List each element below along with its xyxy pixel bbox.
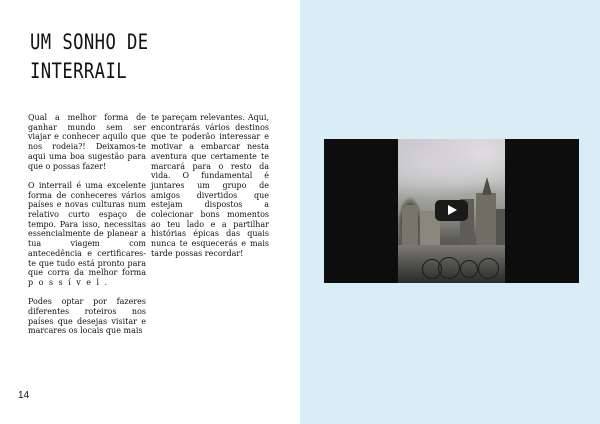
bicycle-wheel bbox=[438, 257, 460, 279]
bicycle-wheel bbox=[478, 258, 499, 279]
bicycle-wheel bbox=[460, 260, 478, 278]
title-line-1: UM SONHO DE bbox=[30, 30, 149, 54]
paragraph-interrail-end: possível. bbox=[28, 277, 113, 287]
title-line-2: INTERRAIL bbox=[30, 59, 128, 83]
page-title bbox=[30, 28, 235, 86]
thumbnail-building bbox=[402, 205, 418, 245]
thumbnail-building bbox=[496, 209, 505, 245]
paragraph-interrail bbox=[28, 181, 146, 288]
paragraph-continued: te pareçam relevantes. Aqui, encontrarás vários destinos que te poderão interessar e motivar a embarcar nesta aventura que certamente te marcará para o resto da vida. O fundamental é juntares um grupo de amigos divertidos que estejam dispostos a colecionar bons momentos ao teu lado e a partilhar histórias épicas das quais nunca te esquecerás e mais tarde possas recordar! bbox=[151, 113, 269, 258]
text-column-left bbox=[28, 113, 146, 346]
paragraph-intro: Qual a melhor forma de ganhar mundo sem ser viajar e conhecer aquilo que nos rodeia?! Deixamos-te aqui uma boa sugestão para que o possas fazer! bbox=[28, 113, 146, 171]
paragraph-routes: Podes optar por fazeres diferentes roteiros nos países que desejas visitar e marcares os locais que mais bbox=[28, 297, 146, 336]
paragraph-interrail-text: O interrail é uma excelente forma de conheceres vários países e novas culturas num relativo curto espaço de tempo. Para isso, necessitas essencialmente de planear a tua viagem com antecedência e certificares-te que tudo está pronto para que corra da melhor forma bbox=[28, 180, 146, 278]
play-icon[interactable] bbox=[435, 200, 468, 221]
text-column-right bbox=[151, 113, 269, 268]
thumbnail-building bbox=[476, 193, 496, 247]
page-number: 14 bbox=[18, 390, 30, 401]
thumbnail-spire bbox=[482, 177, 492, 195]
